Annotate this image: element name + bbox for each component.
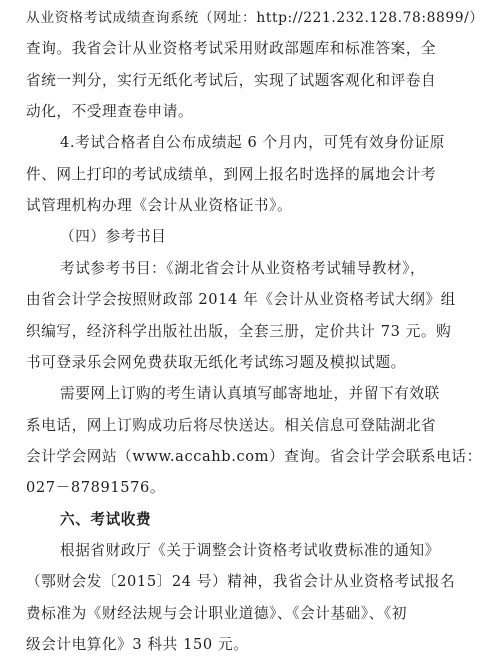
text-line: 级会计电算化》3 科共 150 元。 (26, 636, 249, 653)
text-line: 系电话，网上订购成功后将尽快送达。相关信息可登陆湖北省 (26, 416, 437, 434)
text-line: 书可登录乐会网免费获取无纸化考试练习题及模拟试题。 (26, 353, 406, 371)
text-line: 会计学会网站（www.accahb.com）查询。省会计学会联系电话： (26, 447, 482, 465)
text-line: 试管理机构办理《会计从业资格证书》。 (26, 197, 293, 215)
text-line: 织编写，经济科学出版社出版，全套三册，定价共计 73 元。购 (26, 322, 452, 340)
section-heading: （四）参考书目 (60, 228, 167, 246)
text-line: （鄂财会发〔2015〕24 号）精神，我省会计从业资格考试报名 (26, 573, 456, 591)
text-line: 查询。我省会计从业资格考试采用财政部题库和标准答案，全 (26, 40, 437, 58)
text-line: 费标准为《财经法规与会计职业道德》、《会计基础》、《初 (26, 604, 408, 622)
text-line: 件、网上打印的考试成绩单，到网上报名时选择的属地会计考 (26, 165, 437, 183)
text-line: 根据省财政厅《关于调整会计资格考试收费标准的通知》 (60, 541, 440, 559)
text-line: 由省会计学会按照财政部 2014 年《会计从业资格考试大纲》组 (26, 291, 456, 309)
section-heading: 六、考试收费 (60, 510, 152, 528)
text-line: 动化，不受理查卷申请。 (26, 103, 194, 121)
text-line: 考试参考书目：《湖北省会计从业资格考试辅导教材》， (60, 259, 426, 277)
text-line: 省统一判分，实行无纸化考试后，实现了试题客观化和评卷自 (26, 71, 437, 89)
text-line: 从业资格考试成绩查询系统（网址：http://221.232.128.78:8899/） (26, 10, 484, 26)
text-line: 4.考试合格者自公布成绩起 6 个月内，可凭有效身份证原 (60, 134, 445, 152)
text-line: 027－87891576。 (26, 479, 166, 497)
text-line: 需要网上订购的考生请认真填写邮寄地址，并留下有效联 (60, 385, 440, 403)
